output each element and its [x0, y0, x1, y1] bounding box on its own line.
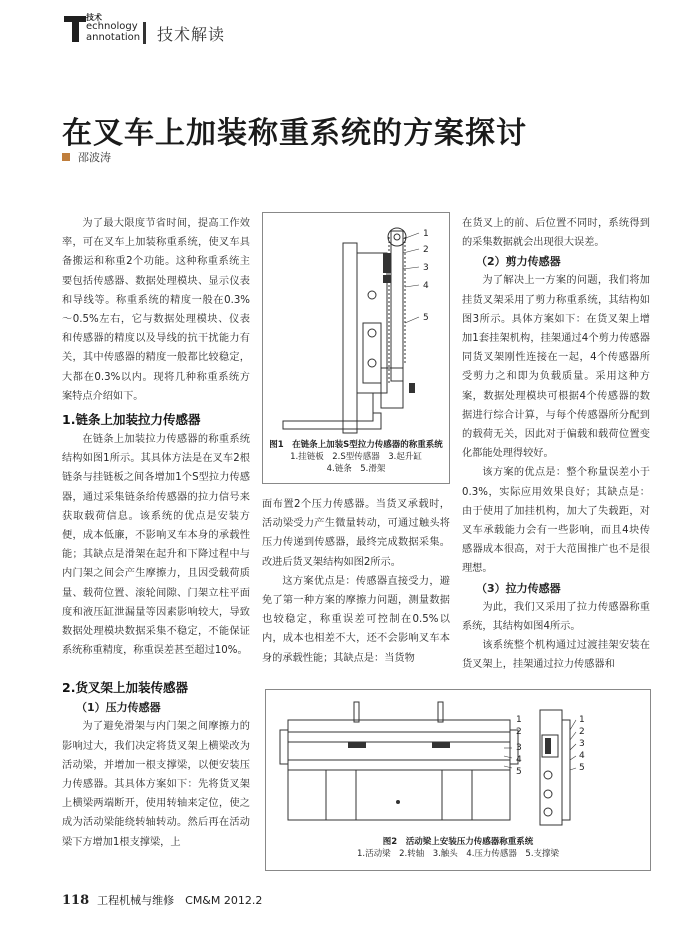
figure-2: [265, 689, 651, 871]
fig2-side-callout-5: 5: [579, 763, 585, 773]
fig1-callout-2: 2: [423, 245, 429, 255]
fig2-callout-2: 2: [516, 727, 522, 737]
fig1-callout-1: 1: [423, 229, 429, 239]
section-label: 技术解读: [157, 25, 226, 44]
fig2-side-callout-1: 1: [579, 715, 585, 725]
fig2-side-callout-4: 4: [579, 751, 585, 761]
col2-paragraph-2: 这方案优点是：传感器直接受力，避免了第一种方案的摩擦力问题，测量数据也较稳定，称重误差可控制在0.5%以内，成本也相差不大，还不会影响叉车本身的承载性能；其缺点是：当货物: [262, 575, 450, 664]
section-2-1-paragraph: 为了避免滑架与内门架之间摩擦力的影响过大，我们决定将货叉架上横梁改为活动梁，并增加一根支撑梁，以便安装压力传感器。其具体方案如下：先将货叉架上横梁两端断开，使用转轴来定位，使之成为活动梁能绕转轴转动。然后再在活动梁下方增加1根支撑梁，上: [62, 721, 250, 848]
fig2-callout-5: 5: [516, 767, 522, 777]
fig2-callout-1: 1: [516, 715, 522, 725]
journal-logo: [64, 13, 141, 48]
fig1-callout-3: 3: [423, 263, 429, 273]
author-marker: [62, 153, 70, 161]
page-number: 118: [62, 893, 90, 908]
article-author: 邵波涛: [78, 151, 111, 164]
heading-1: 1.链条上加装拉力传感器: [62, 412, 201, 428]
intro-paragraph: 为了最大限度节省时间，提高工作效率，可在叉车上加装称重系统，使叉车具备搬运和称重2个功能。这种称重系统主要包括传感器、数据处理模块、显示仪表和导线等。称重系统的精度一般在0.3%～0.5%左右，它与数据处理模块、仪表和传感器的精度以及导线的抗干扰能力有关，其中传感器的精度一般都比较稳定，大都在0.3%以内。现将几种称重系统方案特点介绍如下。: [62, 218, 250, 402]
col3-paragraph-2: 为了解决上一方案的问题，我们将加挂货叉架采用了剪力称重系统，其结构如图3所示。具体方案如下：在货叉架上增加1套挂架机构，挂架通过4个剪力传感器同货叉架刚性连接在一起，4个传感器所受剪力之和即为负载质量。采用这种方案，数据处理模块可根据4个传感器的数据进行综合计算，与每个传感器所分配到的载荷无关，因此对于偏载和载荷位置变化都能处理得较好。: [462, 275, 650, 460]
column-2: [262, 495, 450, 668]
figure-1-caption-legend-2: 4.链条 5.滑架: [326, 464, 386, 474]
logo-t-mark: [64, 14, 86, 44]
col3-paragraph-1: 在货叉上的前、后位置不同时，系统得到的采集数据就会出现很大误差。: [462, 218, 650, 249]
section-1-paragraph: 在链条上加装拉力传感器的称重系统结构如图1所示。其具体方法是在叉车2根链条与挂链板之间各增加1个S型拉力传感器，通过采集链条给传感器的拉力信号来获取载荷信息。该系统的优点是安装方便，成本低廉，不影响叉车本身的承载性能；其缺点是滑架在起升和下降过程中与内门架之间会产生摩擦力，且因受载荷质量、载荷位置、滚轮间隙、门架立柱平面度和液压缸泄漏量等因素影响较大，导致数据处理模块数据采集不稳定，不能保证系统称重精度，称重误差甚至超过10%。: [62, 434, 250, 657]
fig1-callout-5: 5: [423, 313, 429, 323]
col2-paragraph-1: 面布置2个压力传感器。当货叉承载时，活动梁受力产生微量转动，可通过触头将压力传递到传感器，最终完成数据采集。改进后货叉架结构如图2所示。: [262, 499, 450, 568]
fig2-callout-3: 3: [516, 743, 522, 753]
heading-2-1: （1）压力传感器: [76, 701, 161, 715]
heading-2: 2.货叉架上加装传感器: [62, 680, 188, 696]
figure-2-caption-legend: 1.活动梁 2.转轴 3.触头 4.压力传感器 5.支撑梁: [356, 849, 560, 859]
col3-paragraph-4: 为此，我们又采用了拉力传感器称重系统，其结构如图4所示。: [462, 601, 650, 632]
section-divider: [143, 22, 146, 44]
article-title: 在叉车上加装称重系统的方案探讨: [62, 116, 527, 151]
fig1-callout-4: 4: [423, 281, 429, 291]
figure-2-caption-title: 图2 活动梁上安装压力传感器称重系统: [382, 837, 534, 847]
column-1: [62, 214, 250, 852]
logo-annotation: annotation: [86, 32, 141, 43]
col3-paragraph-5: 该系统整个机构通过过渡挂架安装在货叉架上，挂架通过拉力传感器和: [462, 640, 650, 671]
col3-paragraph-3: 该方案的优点是：整个称量误差小于0.3%，实际应用效果良好；其缺点是：由于使用了加挂机构，加大了失载距，对叉车承载能力会有一些影响，而且4块传感器成本很高，对于大范围推广也不是很理想。: [462, 467, 650, 575]
column-3: [462, 214, 650, 674]
figure-1-diagram: [263, 213, 449, 439]
fig2-side-callout-3: 3: [579, 739, 585, 749]
fig2-side-callout-2: 2: [579, 727, 585, 737]
figure-1: [262, 212, 450, 484]
journal-info: 工程机械与维修 CM&M 2012.2: [97, 894, 263, 907]
figure-1-caption-legend-1: 1.挂链板 2.S型传感器 3.起升缸: [290, 452, 422, 462]
figure-2-diagram: [266, 690, 650, 830]
heading-2-2: （2）剪力传感器: [476, 255, 561, 269]
heading-2-3: （3）拉力传感器: [476, 581, 561, 595]
logo-chinese: 技术: [86, 13, 102, 22]
page-footer: [62, 892, 262, 908]
figure-1-caption-title: 图1 在链条上加装S型拉力传感器的称重系统: [269, 440, 443, 450]
fig2-callout-4: 4: [516, 755, 522, 765]
logo-technology: echnology: [86, 21, 138, 32]
